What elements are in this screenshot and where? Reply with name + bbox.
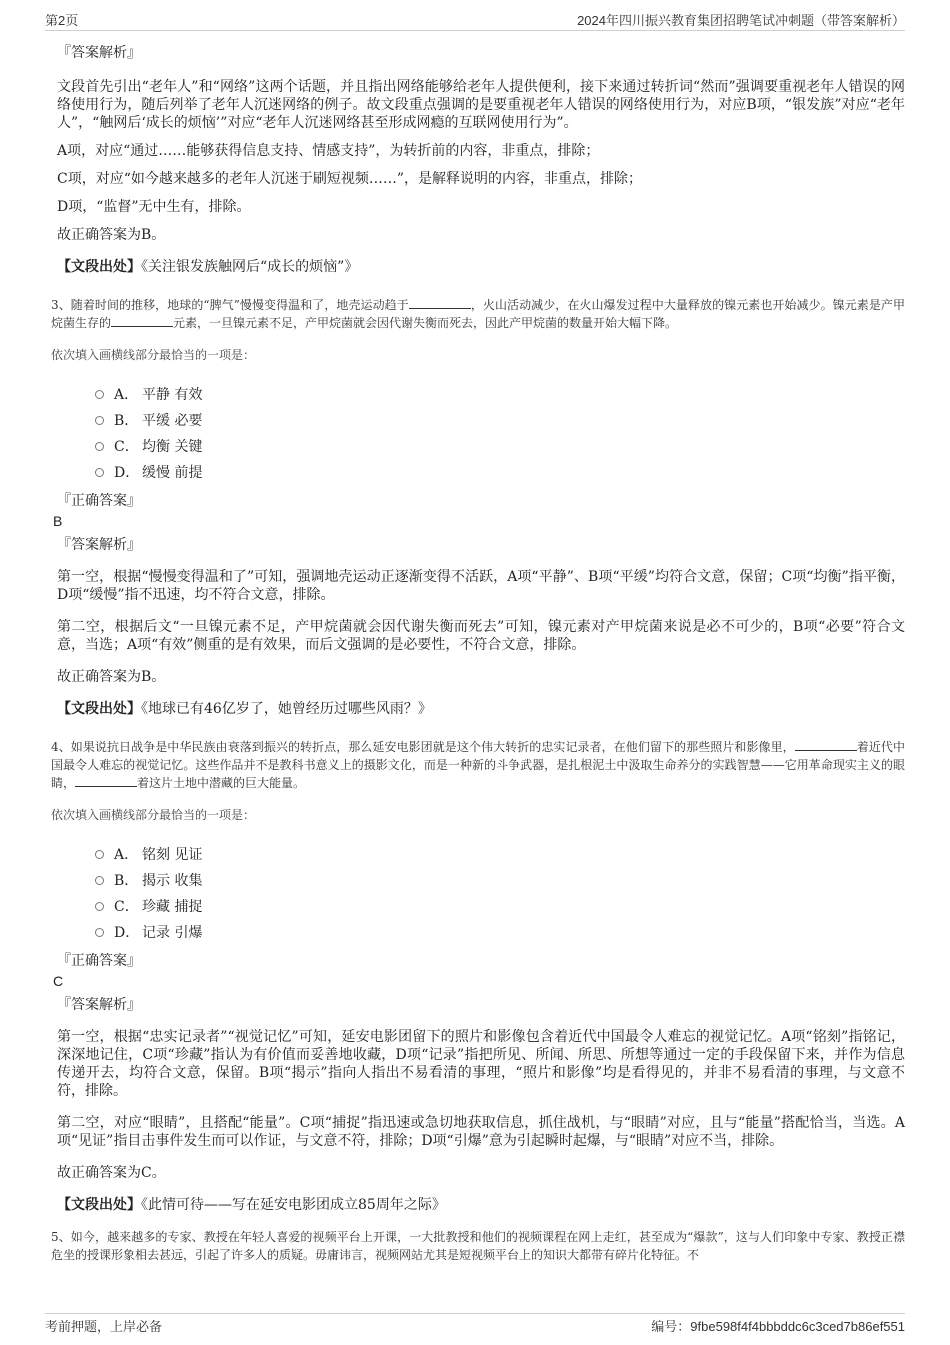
option-d[interactable]: D． 缓慢 前提 (95, 460, 905, 486)
question-4-text: 4、如果说抗日战争是中华民族由衰落到振兴的转折点，那么延安电影团就是这个伟大转折的忠实记录者，在他们留下的那些照片和影像里， 着近代中国最令人难忘的视觉记忆。这些作品并不是教科书意义上的摄影文化，而是一种新的斗争武器，是扎根泥土中汲取生命养分的实践智慧——它用革命现实主义的眼睛， 着这片土地中潜藏的巨大能量。 (51, 740, 905, 790)
blank-line (795, 738, 857, 751)
option-c[interactable]: C． 珍藏 捕捉 (95, 894, 905, 920)
radio-icon[interactable] (95, 390, 104, 399)
document-title: 2024年四川振兴教育集团招聘笔试冲刺题（带答案解析） (577, 13, 905, 28)
footer-slogan: 考前押题，上岸必备 (45, 1319, 163, 1334)
source-title: 《关注银发族触网后“成长的烦恼”》 (141, 259, 359, 275)
final-answer-line: 故正确答案为C。 (57, 1165, 166, 1181)
analysis-paragraph: 第二空，对应“眼睛”，且搭配“能量”。C项“捕捉”指迅速或急切地获取信息，抓住战机，与“眼睛”对应，且与“能量”搭配恰当，当选。A项“见证”指目击事件发生而可以作证，与文意不符，排除；D项“引爆”意为引起瞬时起爆，与“眼睛”对应不当，排除。 (57, 1115, 905, 1149)
document-id: 编号：9fbe598f4f4bbbddc6c3ced7b86ef551 (651, 1319, 905, 1334)
source-title: 《此情可待——写在延安电影团成立85周年之际》 (141, 1197, 446, 1213)
correct-answer-label: 『正确答案』 (57, 493, 141, 509)
analysis-paragraph: 文段首先引出“老年人”和“网络”这两个话题，并且指出网络能够给老年人提供便利，接下来通过转折词“然而”强调要重视老年人错误的网络使用行为，随后列举了老年人沉迷网络的例子。故文段重点强调的是要重视老年人错误的网络使用行为，对应B项，“银发族”对应“老年人”，“触网后‘成长的烦恼’”对应“老年人沉迷网络甚至形成网瘾的互联网使用行为”。 (57, 79, 905, 131)
analysis-paragraph: C项，对应“如今越来越多的老年人沉迷于刷短视频……”，是解释说明的内容，非重点，排除； (57, 171, 643, 187)
radio-icon[interactable] (95, 902, 104, 911)
blank-line (111, 314, 173, 327)
text-source (57, 700, 905, 718)
correct-answer-label: 『正确答案』 (57, 953, 141, 969)
page-number: 第2页 (45, 13, 79, 28)
analysis-paragraph: A项，对应“通过……能够获得信息支持、情感支持”，为转折前的内容，非重点，排除； (57, 143, 600, 159)
option-a[interactable]: A． 铭刻 见证 (95, 842, 905, 868)
final-answer-line: 故正确答案为B。 (57, 669, 166, 685)
question-5-text: 5、如今，越来越多的专家、教授在年轻人喜爱的视频平台上开课，一大批教授和他们的视频课程在网上走红，甚至成为“爆款”，这与人们印象中专家、教授正襟危坐的授课形象相去甚远，引起了许多人的质疑。毋庸讳言，视频网站尤其是短视频平台上的知识大都带有碎片化特征。不 (51, 1230, 905, 1262)
question-3-options (95, 382, 905, 486)
text-source (57, 258, 905, 276)
question-4-options (95, 842, 905, 946)
radio-icon[interactable] (95, 928, 104, 937)
final-answer-line: 故正确答案为B。 (57, 227, 166, 243)
correct-answer: C (53, 973, 64, 989)
source-label: 【文段出处】 (57, 701, 141, 717)
analysis-paragraph: 第一空，根据“忠实记录者”“视觉记忆”可知，延安电影团留下的照片和影像包含着近代中国最令人难忘的视觉记忆。A项“铭刻”指铭记，深深地记住，C项“珍藏”指认为有价值而妥善地收藏，D项“记录”指把所见、所闻、所思、所想等通过一定的手段保留下来，并作为信息传递开去，均符合文意，保留。B项“揭示”指向人指出不易看清的事理，“照片和影像”均是看得见的，并非不易看清的事理，与文意不符，排除。 (57, 1029, 905, 1099)
question-prompt: 依次填入画横线部分最恰当的一项是： (51, 808, 256, 822)
radio-icon[interactable] (95, 416, 104, 425)
source-label: 【文段出处】 (57, 259, 141, 275)
analysis-label: 『答案解析』 (57, 537, 141, 553)
analysis-label: 『答案解析』 (57, 45, 141, 61)
option-d[interactable]: D． 记录 引爆 (95, 920, 905, 946)
correct-answer: B (53, 513, 63, 529)
option-a[interactable]: A． 平静 有效 (95, 382, 905, 408)
question-3-text: 3、随着时间的推移，地球的“脾气”慢慢变得温和了，地壳运动趋于 ，火山活动减少，在火山爆发过程中大量释放的镍元素也开始减少。镍元素是产甲烷菌生存的 元素，一旦镍元素不足，产甲烷菌就会因代谢失衡而死去，因此产甲烷菌的数量开始大幅下降。 (51, 298, 905, 330)
blank-line (409, 296, 471, 309)
question-prompt: 依次填入画横线部分最恰当的一项是： (51, 348, 256, 362)
option-b[interactable]: B． 揭示 收集 (95, 868, 905, 894)
source-label: 【文段出处】 (57, 1197, 141, 1213)
radio-icon[interactable] (95, 468, 104, 477)
text-source (57, 1196, 905, 1214)
page-header (45, 10, 905, 31)
page-footer (45, 1313, 905, 1338)
analysis-label: 『答案解析』 (57, 997, 141, 1013)
page-content (51, 42, 905, 1278)
analysis-paragraph: 第一空，根据“慢慢变得温和了”可知，强调地壳运动正逐渐变得不活跃，A项“平静”、B项“平缓”均符合文意，保留；C项“均衡”指平衡，D项“缓慢”指不迅速，均不符合文意，排除。 (57, 569, 905, 603)
analysis-paragraph: D项，“监督”无中生有，排除。 (57, 199, 251, 215)
radio-icon[interactable] (95, 442, 104, 451)
blank-line (75, 774, 137, 787)
analysis-paragraph: 第二空，根据后文“一旦镍元素不足，产甲烷菌就会因代谢失衡而死去”可知，镍元素对产甲烷菌来说是必不可少的，B项“必要”符合文意，当选；A项“有效”侧重的是有效果，而后文强调的是必要性，不符合文意，排除。 (57, 619, 905, 653)
option-c[interactable]: C． 均衡 关键 (95, 434, 905, 460)
option-b[interactable]: B． 平缓 必要 (95, 408, 905, 434)
source-title: 《地球已有46亿岁了，她曾经历过哪些风雨？》 (141, 701, 432, 717)
radio-icon[interactable] (95, 850, 104, 859)
radio-icon[interactable] (95, 876, 104, 885)
